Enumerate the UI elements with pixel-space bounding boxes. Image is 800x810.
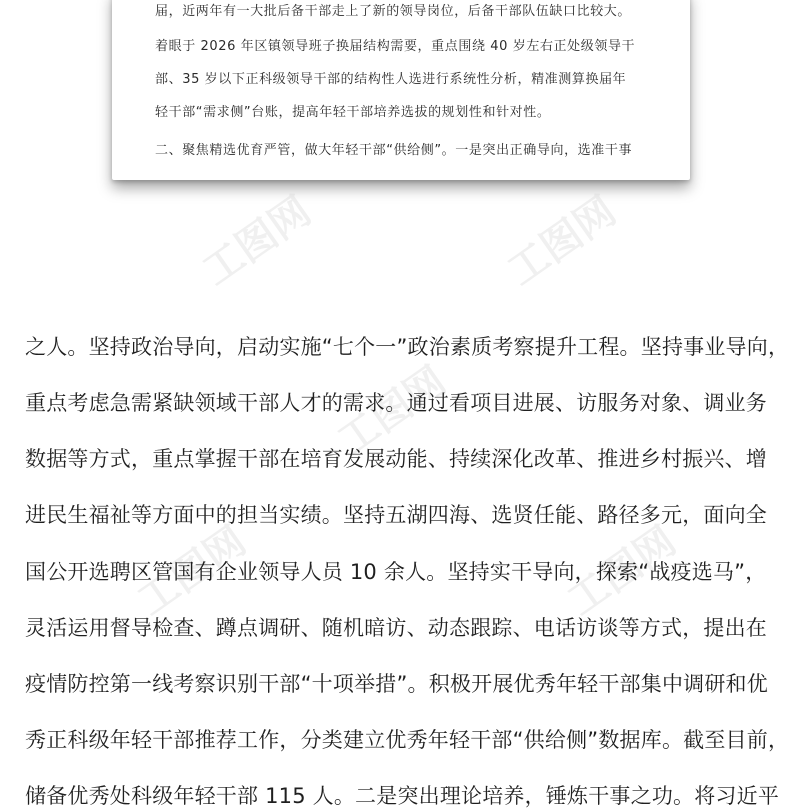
body-text-line: 数据等方式，重点掌握干部在培育发展动能、持续深化改革、推进乡村振兴、增 — [25, 447, 767, 471]
card-text-line: 二、聚焦精选优育严管，做大年轻干部“供给侧”。一是突出正确导向，选准干事 — [155, 143, 633, 158]
body-text-line: 重点考虑急需紧缺领域干部人才的需求。通过看项目进展、访服务对象、调业务 — [25, 391, 767, 415]
body-text-line: 国公开选聘区管国有企业领导人员 10 余人。坚持实干导向，探索“战疫选马”， — [25, 560, 767, 584]
card-text-line: 部、35 岁以下正科级领导干部的结构性人选进行系统性分析，精准测算换届年 — [155, 72, 627, 87]
body-text-line: 疫情防控第一线考察识别干部“十项举措”。积极开展优秀年轻干部集中调研和优 — [25, 672, 768, 696]
watermark: 工图网 — [559, 518, 685, 625]
watermark: 工图网 — [499, 188, 625, 295]
card-text-line: 着眼于 2026 年区镇领导班子换届结构需要，重点围绕 40 岁左右正处级领导干 — [155, 39, 636, 54]
body-text-line: 之人。坚持政治导向，启动实施“七个一”政治素质考察提升工程。坚持事业导向， — [25, 335, 790, 359]
card-text-line: 轻干部“需求侧”台账，提高年轻干部培养选拔的规划性和针对性。 — [155, 105, 551, 120]
body-text-line: 储备优秀处科级年轻干部 115 人。二是突出理论培养，锤炼干事之功。将习近平 — [25, 784, 780, 808]
watermark: 工图网 — [129, 518, 255, 625]
card-text-line: 届，近两年有一大批后备干部走上了新的领导岗位，后备干部队伍缺口比较大。 — [155, 4, 632, 19]
watermark: 工图网 — [194, 188, 320, 295]
watermark: 工图网 — [329, 358, 455, 465]
document-preview-card — [112, 0, 690, 180]
body-text-line: 进民生福祉等方面中的担当实绩。坚持五湖四海、选贤任能、路径多元，面向全 — [25, 503, 767, 527]
body-text-line: 灵活运用督导检查、蹲点调研、随机暗访、动态跟踪、电话访谈等方式，提出在 — [25, 616, 767, 640]
body-text-line: 秀正科级年轻干部推荐工作，分类建立优秀年轻干部“供给侧”数据库。截至目前， — [25, 728, 790, 752]
